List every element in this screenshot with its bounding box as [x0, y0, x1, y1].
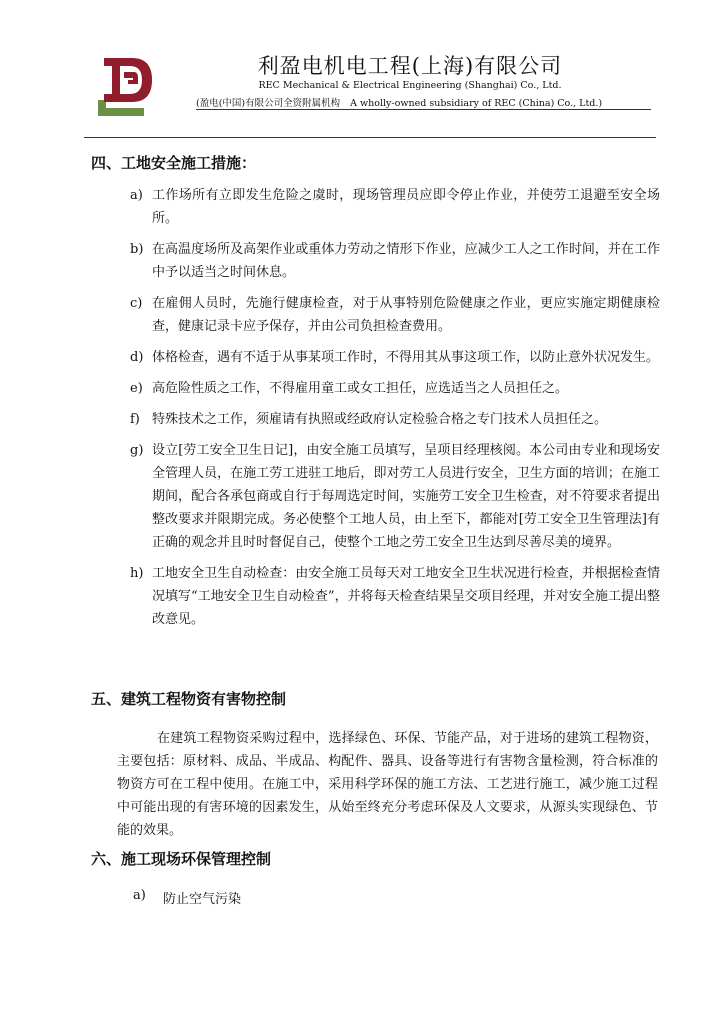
list-text: 体格检查，遇有不适于从事某项工作时，不得用其从事这项工作，以防止意外状况发生。 [152, 350, 660, 365]
list-text: 在雇佣人员时，先施行健康检查，对于从事特别危险健康之作业，更应实施定期健康检查，健康记录卡应予保存，并由公司负担检查费用。 [152, 296, 660, 334]
list-text: 工地安全卫生自动检查：由安全施工员每天对工地安全卫生状况进行检查，并根据检查情况填写“工地安全卫生自动检查”，并将每天检查结果呈交项目经理，并对安全施工提出整改意见。 [152, 566, 660, 627]
list-marker: a) [130, 188, 143, 203]
subsidiary-note [196, 95, 666, 109]
list-item [130, 238, 660, 284]
logo-green-shape [98, 100, 144, 116]
section-4-title: 四、工地安全施工措施： [91, 154, 257, 172]
list-marker: b) [130, 242, 144, 257]
section-5-paragraph: 在建筑工程物资采购过程中，选择绿色、环保、节能产品，对于进场的建筑工程物资，主要包括：原材料、成品、半成品、构配件、器具、设备等进行有害物含量检测，符合标准的物资方可在工程中使用。在施工中，采用科学环保的施工方法、工艺进行施工，减少施工过程中可能出现的有害环境的因素发生，从始至终充分考虑环保及人文要求，从源头实现绿色、节能的效果。 [117, 731, 658, 838]
list-item [130, 439, 660, 554]
header-underline [196, 109, 651, 110]
list-item [130, 377, 660, 400]
list-marker: e) [130, 381, 143, 396]
list-item [130, 184, 660, 230]
list-text: 工作场所有立即发生危险之虞时，现场管理员应即令停止作业，并使劳工退避至安全场所。 [152, 188, 660, 226]
subsidiary-note-cn: (盈电(中国)有限公司全资附属机构 [196, 98, 341, 109]
list-marker: g) [130, 443, 144, 458]
list-text: 设立[劳工安全卫生日记]，由安全施工员填写，呈项目经理核阅。本公司由专业和现场安全管理人员，在施工劳工进驻工地后，即对劳工人员进行安全，卫生方面的培训；在施工期间，配合各承包商或自行于每周选定时间，实施劳工安全卫生检查，对不符要求者提出整改要求并限期完成。务必使整个工地人员，由上至下，都能对[劳工安全卫生管理法]有正确的观念并且时时督促自己，使整个工地之劳工安全卫生达到尽善尽美的境界。 [152, 443, 660, 550]
section-5-title: 五、建筑工程物资有害物控制 [91, 690, 287, 708]
subsidiary-note-en: A wholly-owned subsidiary of REC (China) Co., Ltd.) [350, 98, 603, 109]
logo-inner-mark [124, 72, 138, 84]
list-marker: c) [130, 296, 143, 311]
list-item [130, 408, 660, 431]
list-text: 在高温度场所及高架作业或重体力劳动之情形下作业，应减少工人之工作时间，并在工作中予以适当之时间休息。 [152, 242, 660, 280]
list-item [130, 346, 660, 369]
list-text: 防止空气污染 [163, 892, 242, 907]
list-marker: f) [130, 412, 140, 427]
list-marker: d) [130, 350, 144, 365]
company-name-cn: 利盈电机电工程(上海)有限公司 [257, 54, 563, 78]
list-item [130, 562, 660, 631]
section-6-title: 六、施工现场环保管理控制 [91, 850, 272, 868]
list-marker: h) [130, 566, 144, 581]
section-4-list [130, 184, 660, 639]
list-item [130, 292, 660, 338]
list-item [133, 888, 241, 907]
list-marker: a) [133, 888, 146, 903]
company-logo [92, 54, 156, 120]
header-divider [84, 137, 656, 138]
list-text: 高危险性质之工作，不得雇用童工或女工担任，应选适当之人员担任之。 [152, 381, 569, 396]
list-text: 特殊技术之工作，须雇请有执照或经政府认定检验合格之专门技术人员担任之。 [152, 412, 608, 427]
company-name-en: REC Mechanical & Electrical Engineering (Shanghai) Co., Ltd. [258, 80, 562, 91]
